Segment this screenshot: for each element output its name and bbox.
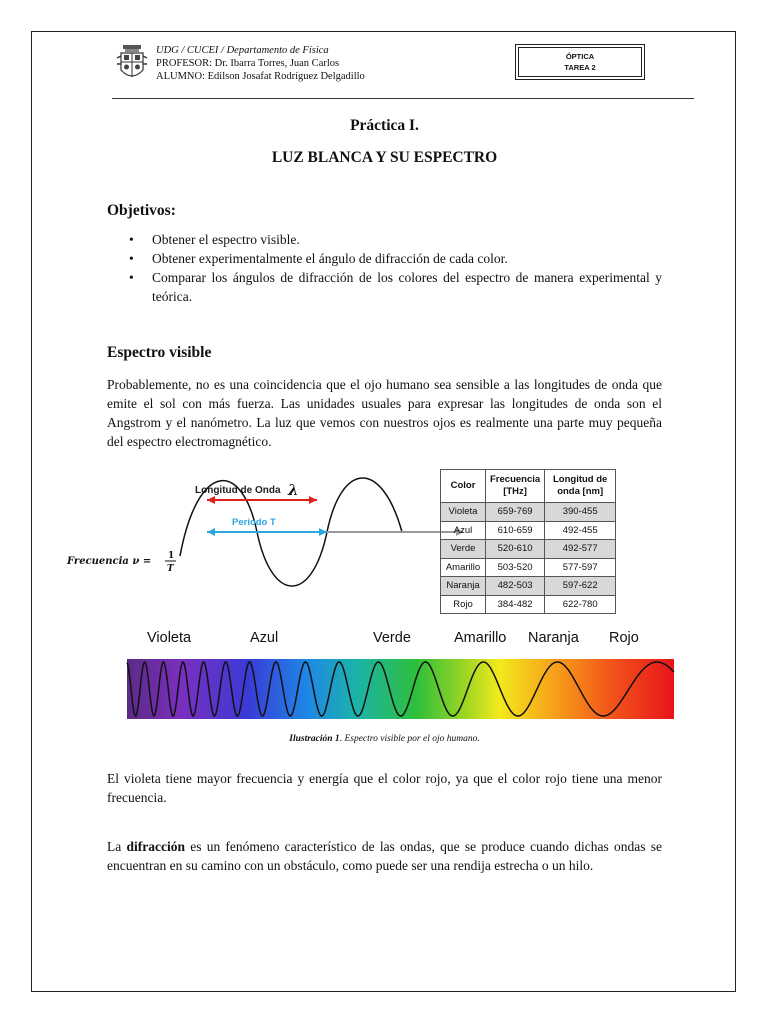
objectives-heading: Objetivos: [107,202,176,219]
table-cell: Naranja [441,577,486,596]
bold-term: difracción [126,839,185,854]
table-cell: 492-577 [545,540,616,559]
header-rule [112,98,694,99]
objectives-list [107,230,662,306]
lambda-symbol: λ [288,481,299,499]
table-cell: Amarillo [441,558,486,577]
header-text [156,44,365,83]
course-name: ÓPTICA [565,52,595,61]
table-cell: Verde [441,540,486,559]
spectrum-label: Rojo [609,630,639,646]
assignment-name: TAREA 2 [564,63,596,72]
table-header-row [441,470,616,503]
column-header: Frecuencia [THz] [486,470,545,503]
frac-denominator: T [167,564,174,574]
institution-line: UDG / CUCEI / Departamento de Física [156,45,329,56]
paragraph-violet: El violeta tiene mayor frecuencia y energía que el color rojo, ya que el color rojo tiene una menor frecuencia. [107,771,662,805]
list-item: • Comparar los ángulos de difracción de los colores del espectro de manera experimental y teórica. [107,268,662,306]
text-run: La [107,839,127,854]
table-row [441,521,616,540]
wave-diagram [67,472,442,602]
professor-line: PROFESOR: Dr. Ibarra Torres, Juan Carlos [156,58,340,69]
spectrum-label: Verde [373,630,411,646]
list-item: • Obtener el espectro visible. [107,230,662,249]
table-row [441,503,616,522]
table-row [441,558,616,577]
document-title: Práctica I. [350,117,419,134]
spectrum-label: Naranja [528,630,579,646]
spectrum-table [440,469,616,614]
spectrum-label: Violeta [147,630,192,646]
table-row [441,577,616,596]
spectrum-paragraph: Probablemente, no es una coincidencia que el ojo humano sea sensible a las longitudes de onda que emite el sol con más fuerza. Las unidades usuales para expresar las longitudes de onda son el Angstrom y el nanómetro. La luz que vemos con nuestros ojos es realmente una parte muy pequeña del espectro electromagnético. [107,377,662,449]
spectrum-label: Amarillo [454,630,507,646]
table-row [441,540,616,559]
table-cell: 659-769 [486,503,545,522]
table-cell: 503-520 [486,558,545,577]
frac-numerator: 1 [168,551,175,561]
period-label: Periodo T [232,517,276,528]
column-header: Color [441,470,486,503]
table-cell: 597-622 [545,577,616,596]
table-cell: Rojo [441,595,486,614]
column-header: Longitud de onda [nm] [545,470,616,503]
table-cell: 520-610 [486,540,545,559]
spectrum-label: Azul [250,630,279,646]
figure-caption [32,734,737,744]
table-cell: 622-780 [545,595,616,614]
table-cell: Violeta [441,503,486,522]
table-cell: Azul [441,521,486,540]
caption-prefix: Ilustración 1 [289,734,340,744]
caption-text: . Espectro visible por el ojo humano. [339,734,480,744]
table-cell: 577-597 [545,558,616,577]
paragraph-diffraction [107,837,662,875]
wavelength-label: Longitud de Onda [195,485,281,496]
list-item: • Obtener experimentalmente el ángulo de difracción de cada color. [107,249,662,268]
document-header [116,44,706,100]
student-line: ALUMNO: Edilson Josafat Rodríguez Delgadillo [156,71,365,82]
text-run: es un fenómeno característico de las ondas, que se produce cuando dichas ondas se encuentran en su camino con un obstáculo, como puede ser una rendija estrecha o un hilo. [107,839,662,873]
table-cell: 482-503 [486,577,545,596]
table-cell: 610-659 [486,521,545,540]
spectrum-color-labels [127,630,677,652]
table-cell: 390-455 [545,503,616,522]
frequency-label: Frecuencia ν = [67,556,152,567]
table-cell: 492-455 [545,521,616,540]
visible-spectrum-bar [127,659,674,719]
spectrum-heading: Espectro visible [107,344,212,361]
document-page [31,31,736,992]
document-subtitle: LUZ BLANCA Y SU ESPECTRO [271,149,498,166]
table-row [441,595,616,614]
university-crest-logo [116,44,148,84]
table-cell: 384-482 [486,595,545,614]
course-box [515,44,645,80]
